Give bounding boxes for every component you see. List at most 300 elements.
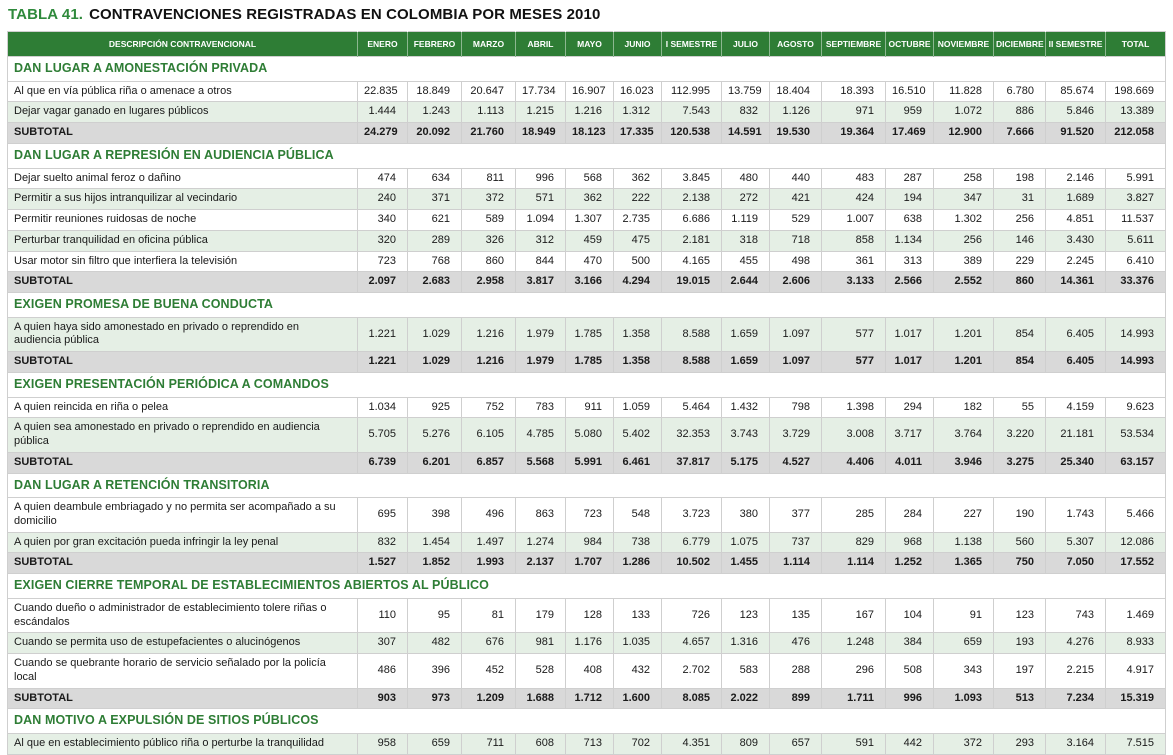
table-data-value: 3.430: [1046, 230, 1106, 251]
table-data-value: 2.146: [1046, 168, 1106, 189]
subtotal-value: 15.319: [1106, 688, 1166, 709]
table-data-value: 1.035: [614, 633, 662, 654]
table-data-value: 5.705: [358, 418, 408, 453]
table-data-value: 1.743: [1046, 498, 1106, 533]
subtotal-value: 3.946: [934, 452, 994, 473]
table-data-value: 1.126: [770, 102, 822, 123]
table-data-value: 22.835: [358, 81, 408, 102]
table-data-label: Cuando se permita uso de estupefacientes o alucinógenos: [8, 633, 358, 654]
table-data-value: 577: [822, 317, 886, 352]
table-data-row: [8, 189, 1166, 210]
table-data-label: Al que en vía pública riña o amenace a otros: [8, 81, 358, 102]
table-data-value: 726: [662, 598, 722, 633]
table-data-value: 3.008: [822, 418, 886, 453]
subtotal-value: 14.361: [1046, 272, 1106, 293]
subtotal-label: SUBTOTAL: [8, 272, 358, 293]
table-data-label: A quien por gran excitación pueda infringir la ley penal: [8, 532, 358, 553]
table-data-value: 5.466: [1106, 498, 1166, 533]
subtotal-value: 854: [994, 352, 1046, 373]
table-data-value: 483: [822, 168, 886, 189]
table-data-value: 384: [886, 633, 934, 654]
table-data-value: 1.075: [722, 532, 770, 553]
table-data-row: [8, 633, 1166, 654]
subtotal-value: 25.340: [1046, 452, 1106, 473]
table-data-value: 8.588: [662, 317, 722, 352]
subtotal-value: 5.991: [566, 452, 614, 473]
subtotal-value: 2.566: [886, 272, 934, 293]
table-data-value: 3.764: [934, 418, 994, 453]
column-header: JULIO: [722, 32, 770, 57]
table-data-value: 1.059: [614, 397, 662, 418]
table-data-value: 858: [822, 230, 886, 251]
subtotal-value: 24.279: [358, 123, 408, 144]
table-data-value: 326: [462, 230, 516, 251]
subtotal-value: 5.175: [722, 452, 770, 473]
table-data-value: 5.276: [408, 418, 462, 453]
subtotal-value: 1.365: [934, 553, 994, 574]
subtotal-value: 1.097: [770, 352, 822, 373]
table-data-value: 256: [994, 210, 1046, 231]
table-data-row: [8, 251, 1166, 272]
section-header-row: [8, 293, 1166, 318]
table-data-value: 4.657: [662, 633, 722, 654]
section-header: DAN LUGAR A AMONESTACIÓN PRIVADA: [8, 57, 1166, 82]
table-data-value: 498: [770, 251, 822, 272]
subtotal-value: 1.455: [722, 553, 770, 574]
subtotal-value: 120.538: [662, 123, 722, 144]
table-data-value: 31: [994, 189, 1046, 210]
subtotal-value: 5.568: [516, 452, 566, 473]
table-data-value: 135: [770, 598, 822, 633]
table-data-label: Permitir a sus hijos intranquilizar al vecindario: [8, 189, 358, 210]
table-data-value: 702: [614, 733, 662, 754]
subtotal-value: 996: [886, 688, 934, 709]
table-data-value: 844: [516, 251, 566, 272]
table-data-value: 1.312: [614, 102, 662, 123]
table-data-value: 1.274: [516, 532, 566, 553]
table-data-value: 1.398: [822, 397, 886, 418]
table-data-value: 371: [408, 189, 462, 210]
subtotal-value: 7.234: [1046, 688, 1106, 709]
column-header: ENERO: [358, 32, 408, 57]
table-data-value: 440: [770, 168, 822, 189]
table-data-value: 272: [722, 189, 770, 210]
subtotal-value: 2.097: [358, 272, 408, 293]
table-data-value: 6.410: [1106, 251, 1166, 272]
table-data-value: 4.276: [1046, 633, 1106, 654]
table-data-value: 110: [358, 598, 408, 633]
table-data-value: 809: [722, 733, 770, 754]
table-data-value: 7.515: [1106, 733, 1166, 754]
subtotal-value: 8.588: [662, 352, 722, 373]
subtotal-row: [8, 123, 1166, 144]
column-header: II SEMESTRE: [1046, 32, 1106, 57]
table-data-value: 2.245: [1046, 251, 1106, 272]
table-data-value: 496: [462, 498, 516, 533]
table-data-value: 377: [770, 498, 822, 533]
table-data-row: [8, 230, 1166, 251]
table-data-value: 971: [822, 102, 886, 123]
table-data-value: 1.454: [408, 532, 462, 553]
table-data-value: 738: [614, 532, 662, 553]
table-data-value: 548: [614, 498, 662, 533]
table-data-value: 768: [408, 251, 462, 272]
subtotal-value: 2.552: [934, 272, 994, 293]
subtotal-label: SUBTOTAL: [8, 553, 358, 574]
table-data-value: 480: [722, 168, 770, 189]
table-data-value: 229: [994, 251, 1046, 272]
table-data-value: 293: [994, 733, 1046, 754]
table-data-row: [8, 397, 1166, 418]
table-data-value: 222: [614, 189, 662, 210]
table-data-value: 5.307: [1046, 532, 1106, 553]
subtotal-value: 1.993: [462, 553, 516, 574]
table-data-value: 284: [886, 498, 934, 533]
subtotal-value: 577: [822, 352, 886, 373]
table-data-value: 832: [722, 102, 770, 123]
table-data-value: 9.623: [1106, 397, 1166, 418]
table-data-value: 193: [994, 633, 1046, 654]
subtotal-value: 1.707: [566, 553, 614, 574]
table-data-value: 123: [722, 598, 770, 633]
subtotal-value: 903: [358, 688, 408, 709]
table-number: TABLA 41.: [8, 6, 84, 23]
table-data-label: Dejar vagar ganado en lugares públicos: [8, 102, 358, 123]
table-data-value: 571: [516, 189, 566, 210]
table-data-value: 227: [934, 498, 994, 533]
table-data-value: 723: [358, 251, 408, 272]
subtotal-value: 1.712: [566, 688, 614, 709]
subtotal-value: 10.502: [662, 553, 722, 574]
table-data-value: 4.165: [662, 251, 722, 272]
section-header: DAN MOTIVO A EXPULSIÓN DE SITIOS PÚBLICOS: [8, 709, 1166, 734]
table-data-label: A quien sea amonestado en privado o reprendido en audiencia pública: [8, 418, 358, 453]
table-data-value: 1.119: [722, 210, 770, 231]
table-data-value: 20.647: [462, 81, 516, 102]
table-data-value: 6.780: [994, 81, 1046, 102]
table-data-value: 1.307: [566, 210, 614, 231]
subtotal-value: 4.011: [886, 452, 934, 473]
table-data-value: 340: [358, 210, 408, 231]
subtotal-value: 33.376: [1106, 272, 1166, 293]
table-data-value: 711: [462, 733, 516, 754]
table-data-value: 1.444: [358, 102, 408, 123]
table-data-row: [8, 532, 1166, 553]
table-data-value: 104: [886, 598, 934, 633]
subtotal-value: 2.137: [516, 553, 566, 574]
section-header: DAN LUGAR A RETENCIÓN TRANSITORIA: [8, 473, 1166, 498]
column-header: SEPTIEMBRE: [822, 32, 886, 57]
column-header: I SEMESTRE: [662, 32, 722, 57]
table-data-value: 190: [994, 498, 1046, 533]
table-data-value: 981: [516, 633, 566, 654]
table-data-row: [8, 498, 1166, 533]
table-data-value: 723: [566, 498, 614, 533]
table-data-value: 1.243: [408, 102, 462, 123]
table-data-value: 984: [566, 532, 614, 553]
table-data-value: 591: [822, 733, 886, 754]
table-data-value: 508: [886, 654, 934, 689]
table-data-value: 347: [934, 189, 994, 210]
table-data-row: [8, 598, 1166, 633]
table-data-value: 4.351: [662, 733, 722, 754]
table-data-value: 713: [566, 733, 614, 754]
table-data-value: 55: [994, 397, 1046, 418]
table-data-label: Cuando se quebrante horario de servicio señalado por la policía local: [8, 654, 358, 689]
table-data-value: 886: [994, 102, 1046, 123]
table-data-value: 372: [462, 189, 516, 210]
subtotal-value: 212.058: [1106, 123, 1166, 144]
table-data-value: 287: [886, 168, 934, 189]
table-data-value: 5.464: [662, 397, 722, 418]
table-data-value: 18.849: [408, 81, 462, 102]
column-header: OCTUBRE: [886, 32, 934, 57]
section-header: EXIGEN CIERRE TEMPORAL DE ESTABLECIMIENTOS ABIERTOS AL PÚBLICO: [8, 574, 1166, 599]
table-data-value: 1.094: [516, 210, 566, 231]
table-data-value: 5.080: [566, 418, 614, 453]
table-data-value: 398: [408, 498, 462, 533]
table-data-value: 313: [886, 251, 934, 272]
table-data-value: 455: [722, 251, 770, 272]
table-data-value: 1.469: [1106, 598, 1166, 633]
table-data-value: 568: [566, 168, 614, 189]
table-data-label: A quien deambule embriagado y no permita ser acompañado a su domicilio: [8, 498, 358, 533]
subtotal-value: 2.958: [462, 272, 516, 293]
table-data-label: Al que en establecimiento público riña o perturbe la tranquilidad: [8, 733, 358, 754]
subtotal-row: [8, 553, 1166, 574]
subtotal-value: 2.606: [770, 272, 822, 293]
table-data-value: 752: [462, 397, 516, 418]
table-data-row: [8, 102, 1166, 123]
subtotal-value: 21.760: [462, 123, 516, 144]
table-data-value: 6.779: [662, 532, 722, 553]
table-data-label: Perturbar tranquilidad en oficina pública: [8, 230, 358, 251]
table-data-value: 421: [770, 189, 822, 210]
subtotal-value: 2.683: [408, 272, 462, 293]
section-header-row: [8, 574, 1166, 599]
section-header-row: [8, 709, 1166, 734]
table-data-value: 560: [994, 532, 1046, 553]
subtotal-value: 3.817: [516, 272, 566, 293]
subtotal-value: 19.530: [770, 123, 822, 144]
column-header: TOTAL: [1106, 32, 1166, 57]
column-header: NOVIEMBRE: [934, 32, 994, 57]
subtotal-value: 3.166: [566, 272, 614, 293]
section-header-row: [8, 372, 1166, 397]
section-header-row: [8, 473, 1166, 498]
table-data-value: 452: [462, 654, 516, 689]
subtotal-value: 12.900: [934, 123, 994, 144]
table-data-value: 1.221: [358, 317, 408, 352]
subtotal-value: 18.949: [516, 123, 566, 144]
subtotal-value: 17.335: [614, 123, 662, 144]
table-data-value: 528: [516, 654, 566, 689]
table-data-value: 1.017: [886, 317, 934, 352]
table-data-value: 634: [408, 168, 462, 189]
table-data-value: 718: [770, 230, 822, 251]
column-header: MAYO: [566, 32, 614, 57]
table-data-value: 285: [822, 498, 886, 533]
table-data-value: 3.729: [770, 418, 822, 453]
subtotal-value: 19.364: [822, 123, 886, 144]
section-header-row: [8, 143, 1166, 168]
table-data-value: 4.785: [516, 418, 566, 453]
table-data-value: 2.215: [1046, 654, 1106, 689]
subtotal-value: 860: [994, 272, 1046, 293]
subtotal-row: [8, 352, 1166, 373]
table-data-value: 1.689: [1046, 189, 1106, 210]
table-data-value: 657: [770, 733, 822, 754]
table-data-value: 1.979: [516, 317, 566, 352]
table-data-value: 320: [358, 230, 408, 251]
subtotal-value: 1.029: [408, 352, 462, 373]
table-data-value: 476: [770, 633, 822, 654]
subtotal-value: 1.114: [770, 553, 822, 574]
table-data-value: 4.917: [1106, 654, 1166, 689]
table-data-value: 1.029: [408, 317, 462, 352]
subtotal-value: 1.527: [358, 553, 408, 574]
subtotal-value: 4.527: [770, 452, 822, 473]
table-data-value: 343: [934, 654, 994, 689]
subtotal-value: 1.093: [934, 688, 994, 709]
table-data-value: 474: [358, 168, 408, 189]
contraventions-table: [7, 31, 1166, 755]
table-body: [8, 57, 1166, 755]
table-data-value: 621: [408, 210, 462, 231]
table-data-value: 959: [886, 102, 934, 123]
table-data-label: Dejar suelto animal feroz o dañino: [8, 168, 358, 189]
table-data-value: 475: [614, 230, 662, 251]
subtotal-row: [8, 688, 1166, 709]
subtotal-value: 17.469: [886, 123, 934, 144]
table-data-value: 198: [994, 168, 1046, 189]
subtotal-value: 7.050: [1046, 553, 1106, 574]
table-data-value: 21.181: [1046, 418, 1106, 453]
column-header: JUNIO: [614, 32, 662, 57]
table-data-value: 1.138: [934, 532, 994, 553]
subtotal-value: 19.015: [662, 272, 722, 293]
table-data-value: 167: [822, 598, 886, 633]
subtotal-value: 18.123: [566, 123, 614, 144]
subtotal-label: SUBTOTAL: [8, 123, 358, 144]
subtotal-value: 14.591: [722, 123, 770, 144]
table-data-value: 659: [934, 633, 994, 654]
subtotal-value: 973: [408, 688, 462, 709]
table-title: [8, 6, 1166, 23]
table-data-value: 197: [994, 654, 1046, 689]
subtotal-value: 6.857: [462, 452, 516, 473]
table-data-value: 1.113: [462, 102, 516, 123]
table-caption: CONTRAVENCIONES REGISTRADAS EN COLOMBIA POR MESES 2010: [89, 6, 601, 23]
column-header: DICIEMBRE: [994, 32, 1046, 57]
subtotal-value: 899: [770, 688, 822, 709]
table-data-value: 128: [566, 598, 614, 633]
table-data-value: 638: [886, 210, 934, 231]
table-data-value: 194: [886, 189, 934, 210]
table-data-row: [8, 210, 1166, 231]
subtotal-row: [8, 452, 1166, 473]
table-data-value: 372: [934, 733, 994, 754]
subtotal-value: 91.520: [1046, 123, 1106, 144]
table-data-value: 737: [770, 532, 822, 553]
table-data-value: 1.316: [722, 633, 770, 654]
section-header: EXIGEN PROMESA DE BUENA CONDUCTA: [8, 293, 1166, 318]
table-data-value: 2.181: [662, 230, 722, 251]
table-data-value: 529: [770, 210, 822, 231]
subtotal-value: 6.405: [1046, 352, 1106, 373]
table-data-value: 240: [358, 189, 408, 210]
table-data-value: 5.402: [614, 418, 662, 453]
column-header: FEBRERO: [408, 32, 462, 57]
subtotal-value: 1.286: [614, 553, 662, 574]
subtotal-value: 7.666: [994, 123, 1046, 144]
subtotal-value: 1.852: [408, 553, 462, 574]
subtotal-value: 750: [994, 553, 1046, 574]
table-data-value: 18.404: [770, 81, 822, 102]
table-data-value: 6.405: [1046, 317, 1106, 352]
table-data-value: 1.034: [358, 397, 408, 418]
table-data-value: 2.735: [614, 210, 662, 231]
subtotal-value: 513: [994, 688, 1046, 709]
table-data-value: 112.995: [662, 81, 722, 102]
table-data-label: Cuando dueño o administrador de establecimiento tolere riñas o escándalos: [8, 598, 358, 633]
table-data-value: 198.669: [1106, 81, 1166, 102]
table-data-value: 5.846: [1046, 102, 1106, 123]
subtotal-value: 3.275: [994, 452, 1046, 473]
table-data-value: 81: [462, 598, 516, 633]
table-data-value: 1.007: [822, 210, 886, 231]
table-data-value: 16.907: [566, 81, 614, 102]
table-data-value: 1.216: [462, 317, 516, 352]
table-data-value: 3.845: [662, 168, 722, 189]
table-data-value: 53.534: [1106, 418, 1166, 453]
table-data-value: 3.743: [722, 418, 770, 453]
table-data-row: [8, 168, 1166, 189]
table-data-value: 911: [566, 397, 614, 418]
subtotal-value: 2.644: [722, 272, 770, 293]
subtotal-value: 1.785: [566, 352, 614, 373]
table-data-value: 442: [886, 733, 934, 754]
table-data-value: 13.389: [1106, 102, 1166, 123]
subtotal-value: 1.659: [722, 352, 770, 373]
table-data-value: 676: [462, 633, 516, 654]
table-data-value: 1.134: [886, 230, 934, 251]
table-data-value: 925: [408, 397, 462, 418]
table-data-value: 133: [614, 598, 662, 633]
table-data-value: 296: [822, 654, 886, 689]
subtotal-row: [8, 272, 1166, 293]
table-data-value: 3.220: [994, 418, 1046, 453]
table-data-value: 312: [516, 230, 566, 251]
subtotal-value: 1.209: [462, 688, 516, 709]
subtotal-value: 4.406: [822, 452, 886, 473]
table-data-value: 482: [408, 633, 462, 654]
subtotal-value: 6.461: [614, 452, 662, 473]
subtotal-value: 1.688: [516, 688, 566, 709]
table-data-value: 854: [994, 317, 1046, 352]
table-data-value: 123: [994, 598, 1046, 633]
table-data-value: 389: [934, 251, 994, 272]
subtotal-value: 1.711: [822, 688, 886, 709]
subtotal-value: 1.252: [886, 553, 934, 574]
table-data-label: Permitir reuniones ruidosas de noche: [8, 210, 358, 231]
subtotal-value: 1.216: [462, 352, 516, 373]
subtotal-value: 6.739: [358, 452, 408, 473]
table-data-value: 811: [462, 168, 516, 189]
table-data-value: 95: [408, 598, 462, 633]
table-data-value: 470: [566, 251, 614, 272]
table-data-value: 432: [614, 654, 662, 689]
